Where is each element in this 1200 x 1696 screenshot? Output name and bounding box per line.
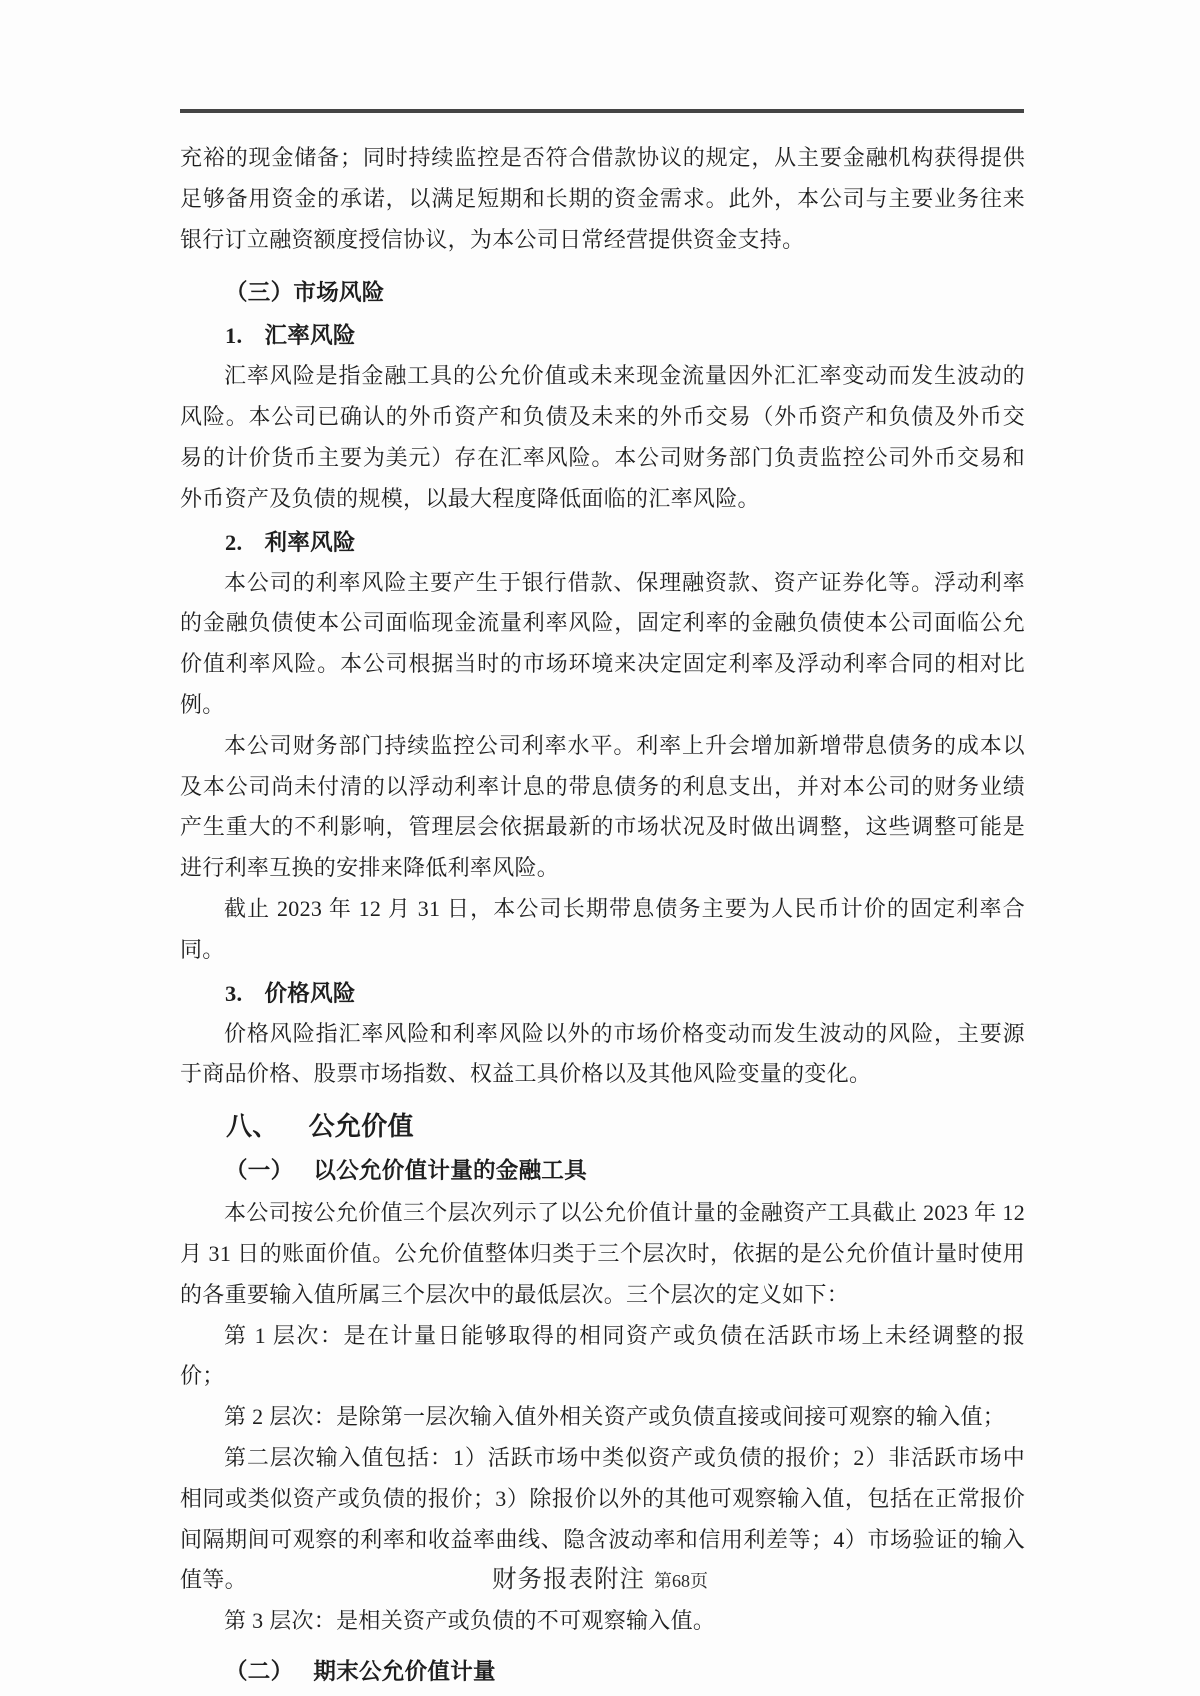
heading-interest-risk-number: 2. <box>225 529 243 555</box>
heading-fv-period-end-number: （二） <box>225 1658 294 1684</box>
paragraph-liquidity-continuation: 充裕的现金储备；同时持续监控是否符合借款协议的规定，从主要金融机构获得提供足够备用资金的承诺，以满足短期和长期的资金需求。此外，本公司与主要业务往来银行订立融资额度授信协议，为本公司日常经营提供资金支持。 <box>180 145 1025 252</box>
header-rule <box>180 109 1024 113</box>
heading-fv-instruments <box>180 1150 1025 1192</box>
heading-fx-risk <box>180 315 1025 356</box>
paragraph-fv-level2-detail: 第二层次输入值包括：1）活跃市场中类似资产或负债的报价；2）非活跃市场中相同或类似资产或负债的报价；3）除报价以外的其他可观察输入值，包括在正常报价间隔期间可观察的利率和收益率曲线、隐含波动率和信用利差等；4）市场验证的输入值等。 <box>180 1444 1025 1593</box>
heading-interest-risk-title: 利率风险 <box>264 529 356 555</box>
paragraph-interest-risk-date: 截止 2023 年 12 月 31 日，本公司长期带息债务主要为人民币计价的固定利率合同。 <box>180 895 1025 962</box>
paragraph-price-risk: 价格风险指汇率风险和利率风险以外的市场价格变动而发生波动的风险，主要源于商品价格、股票市场指数、权益工具价格以及其他风险变量的变化。 <box>180 1020 1025 1087</box>
footer-title: 财务报表附注 <box>492 1566 645 1593</box>
heading-price-risk <box>180 973 1025 1014</box>
heading-spacer <box>293 1678 313 1679</box>
heading-fv-period-end <box>180 1651 1025 1693</box>
heading-fx-risk-title: 汇率风险 <box>264 323 356 349</box>
paragraph-fv-level3: 第 3 层次：是相关资产或负债的不可观察输入值。 <box>224 1608 716 1634</box>
document-content <box>180 138 1025 1694</box>
heading-spacer <box>242 342 264 343</box>
paragraph-interest-risk-sources: 本公司的利率风险主要产生于银行借款、保理融资款、资产证券化等。浮动利率的金融负债使本公司面临现金流量利率风险，固定利率的金融负债使本公司面临公允价值利率风险。本公司根据当时的市场环境来决定固定利率及浮动利率合同的相对比例。 <box>180 569 1025 717</box>
heading-spacer <box>242 1000 264 1001</box>
paragraph-interest-risk-monitoring: 本公司财务部门持续监控公司利率水平。利率上升会增加新增带息债务的成本以及本公司尚未付清的以浮动利率计息的带息债务的利息支出，并对本公司的财务业绩产生重大的不利影响，管理层会依据最新的市场状况及时做出调整，这些调整可能是进行利率互换的安排来降低利率风险。 <box>180 732 1025 881</box>
heading-fv-period-end-title: 期末公允价值计量 <box>313 1658 496 1684</box>
heading-spacer <box>279 1134 309 1135</box>
heading-fair-value-chapter <box>180 1104 1025 1149</box>
heading-fair-value-number: 八、 <box>226 1112 279 1142</box>
heading-price-risk-title: 价格风险 <box>264 980 356 1006</box>
paragraph-fv-level1: 第 1 层次：是在计量日能够取得的相同资产或负债在活跃市场上未经调整的报价； <box>180 1322 1025 1389</box>
heading-fv-instruments-number: （一） <box>225 1158 294 1184</box>
heading-fx-risk-number: 1. <box>225 323 243 349</box>
paragraph-fv-levels-intro: 本公司按公允价值三个层次列示了以公允价值计量的金融资产工具截止 2023 年 12 月 31 日的账面价值。公允价值整体归类于三个层次时，依据的是公允价值计量时使用的各重要输入值所属三个层次中的最低层次。三个层次的定义如下： <box>180 1200 1025 1307</box>
heading-spacer <box>242 549 264 550</box>
heading-price-risk-number: 3. <box>225 980 243 1006</box>
heading-interest-risk <box>180 522 1025 563</box>
page-footer <box>0 1560 1200 1595</box>
paragraph-fx-risk: 汇率风险是指金融工具的公允价值或未来现金流量因外汇汇率变动而发生波动的风险。本公司已确认的外币资产和负债及未来的外币交易（外币资产和负债及外币交易的计价货币主要为美元）存在汇率风险。本公司财务部门负责监控公司外币交易和外币资产及负债的规模，以最大程度降低面临的汇率风险。 <box>180 363 1025 511</box>
footer-page-number: 第68页 <box>654 1571 708 1591</box>
paragraph-fv-level2: 第 2 层次：是除第一层次输入值外相关资产或负债直接或间接可观察的输入值； <box>224 1404 1006 1430</box>
heading-fv-instruments-title: 以公允价值计量的金融工具 <box>313 1158 588 1184</box>
heading-market-risk: （三）市场风险 <box>225 280 385 306</box>
heading-spacer <box>293 1177 313 1178</box>
heading-fair-value-title: 公允价值 <box>308 1112 414 1142</box>
